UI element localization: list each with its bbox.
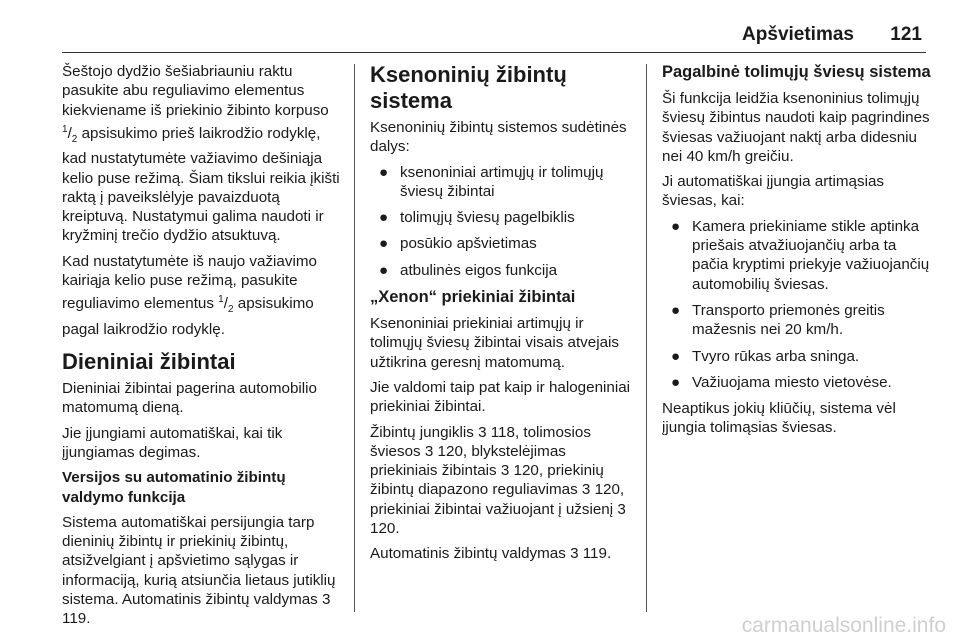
bullet-icon: ● — [671, 217, 681, 235]
paragraph: Kad nustatytumėte iš naujo važiavimo kairiąja kelio puse režimą, pasukite reguliavimo elementus $^1/_2$ apsisukimo pagal laikrodžio rodyklę. — [62, 252, 317, 338]
paragraph: Ksenoniniai priekiniai artimųjų ir tolimųjų šviesų žibintai visais atvejais užtikrina geresnį matomumą. — [370, 315, 620, 371]
page-ref-icon: 3 — [570, 545, 579, 563]
paragraph: Žibintų jungiklis 3 118, tolimosios šviesos 3 120, blykstelėjimas priekiniais žibintais 3 120, priekinių žibintų diapazono reguliavimas 3 120, priekiniai žibintai važiuojant į užsienį 3 120. — [370, 423, 626, 538]
list-item: ● Kamera priekiniame stikle aptinka priešais atvažiuojančių arba ta pačia kryptimi priekyje važiuojančių automobilių šviesas. — [671, 217, 930, 293]
list-item: ● Tvyro rūkas arba sninga. — [671, 347, 860, 365]
list-item: ● Važiuojama miesto vietovėse. — [671, 373, 892, 391]
paragraph: Sistema automatiškai persijungia tarp dieninių žibintų ir priekinių žibintų, atsižvelgiant į apšvietimo sąlygas ir informaciją, kurią atsiunčia lietaus jutiklių sistema. Automatinis žibintų valdymas 3 119. — [62, 513, 336, 628]
paragraph: Jie valdomi taip pat kaip ir halogeniniai priekiniai žibintai. — [370, 378, 631, 416]
bullet-icon: ● — [379, 235, 389, 253]
paragraph: Ji automatiškai įjungia artimąsias šviesas, kai: — [662, 173, 884, 210]
bullet-icon: ● — [379, 261, 389, 279]
paragraph: Šeštojo dydžio šešiabriauniu raktu pasukite abu reguliavimo elementus kiekviename iš priekinio žibinto korpuso $^1/_2$ apsisukimo prieš laikrodžio rodyklę, kad nustatytumėte važiavimo dešiniąja kelio puse režimą. Šiam tikslui reikia įkišti raktą į paveikslėlyje pavaizduotą kreiptuvą. Nustatymui galima naudoti ir kryžminį trečio dydžio atsuktuvą. — [62, 63, 340, 245]
column-middle — [370, 62, 634, 570]
column-divider — [646, 64, 647, 612]
bullet-icon: ● — [379, 163, 389, 181]
paragraph: Dieniniai žibintai pagerina automobilio matomumą dieną. — [62, 380, 317, 417]
paragraph: Neaptikus jokių kliūčių, sistema vėl įjungia tolimąsias šviesas. — [662, 400, 896, 437]
list-item: ● tolimųjų šviesų pagelbiklis — [379, 209, 575, 227]
section-title: Apšvietimas — [742, 24, 854, 45]
bullet-icon: ● — [671, 347, 681, 365]
paragraph: Jie įjungiami automatiškai, kai tik įjungiamas degimas. — [62, 424, 283, 461]
page-ref-icon: 3 — [500, 462, 510, 480]
list-item: ● posūkio apšvietimas — [379, 235, 537, 253]
watermark: carmanualsonline.info — [741, 614, 946, 637]
heading-auto-light-versions: Versijos su automatinio žibintų valdymo funkcija — [62, 469, 286, 506]
column-left — [62, 62, 344, 635]
list-item: ● Transporto priemonės greitis mažesnis nei 20 km/h. — [671, 301, 885, 339]
column-right — [662, 62, 932, 444]
list-item: ● ksenoniniai artimųjų ir tolimųjų šviesų žibintai — [379, 163, 604, 200]
page-number: 121 — [890, 24, 922, 45]
bullet-icon: ● — [379, 209, 389, 227]
page-ref-icon: 3 — [424, 442, 434, 460]
page-ref-icon: 3 — [581, 481, 591, 499]
page-ref-icon: 3 — [478, 423, 487, 441]
heading-xenon-headlights: „Xenon“ priekiniai žibintai — [370, 288, 576, 307]
heading-xenon-system: Ksenoninių žibintų sistema — [370, 62, 567, 113]
bullet-icon: ● — [671, 373, 681, 391]
bullet-icon: ● — [671, 301, 681, 319]
paragraph: Ši funkcija leidžia ksenoninius tolimųjų šviesų žibintus naudoti kaip pagrindines šviesas važiuojant naktį arba didesniu nei 40 km/h greičiu. — [662, 90, 930, 165]
list-item: ● atbulinės eigos funkcija — [379, 261, 558, 279]
paragraph: Ksenoninių žibintų sistemos sudėtinės dalys: — [370, 119, 627, 156]
paragraph: Automatinis žibintų valdymas 3 119. — [370, 545, 612, 563]
column-divider — [354, 64, 355, 612]
page-ref-icon: 3 — [617, 500, 626, 518]
heading-daytime-lights: Dieniniai žibintai — [62, 349, 236, 375]
page-ref-icon: 3 — [321, 591, 331, 609]
page-header — [62, 22, 926, 53]
xenon-components-list — [370, 163, 634, 280]
conditions-list — [662, 217, 932, 392]
heading-high-beam-assist: Pagalbinė tolimųjų šviesų sistema — [662, 63, 931, 81]
